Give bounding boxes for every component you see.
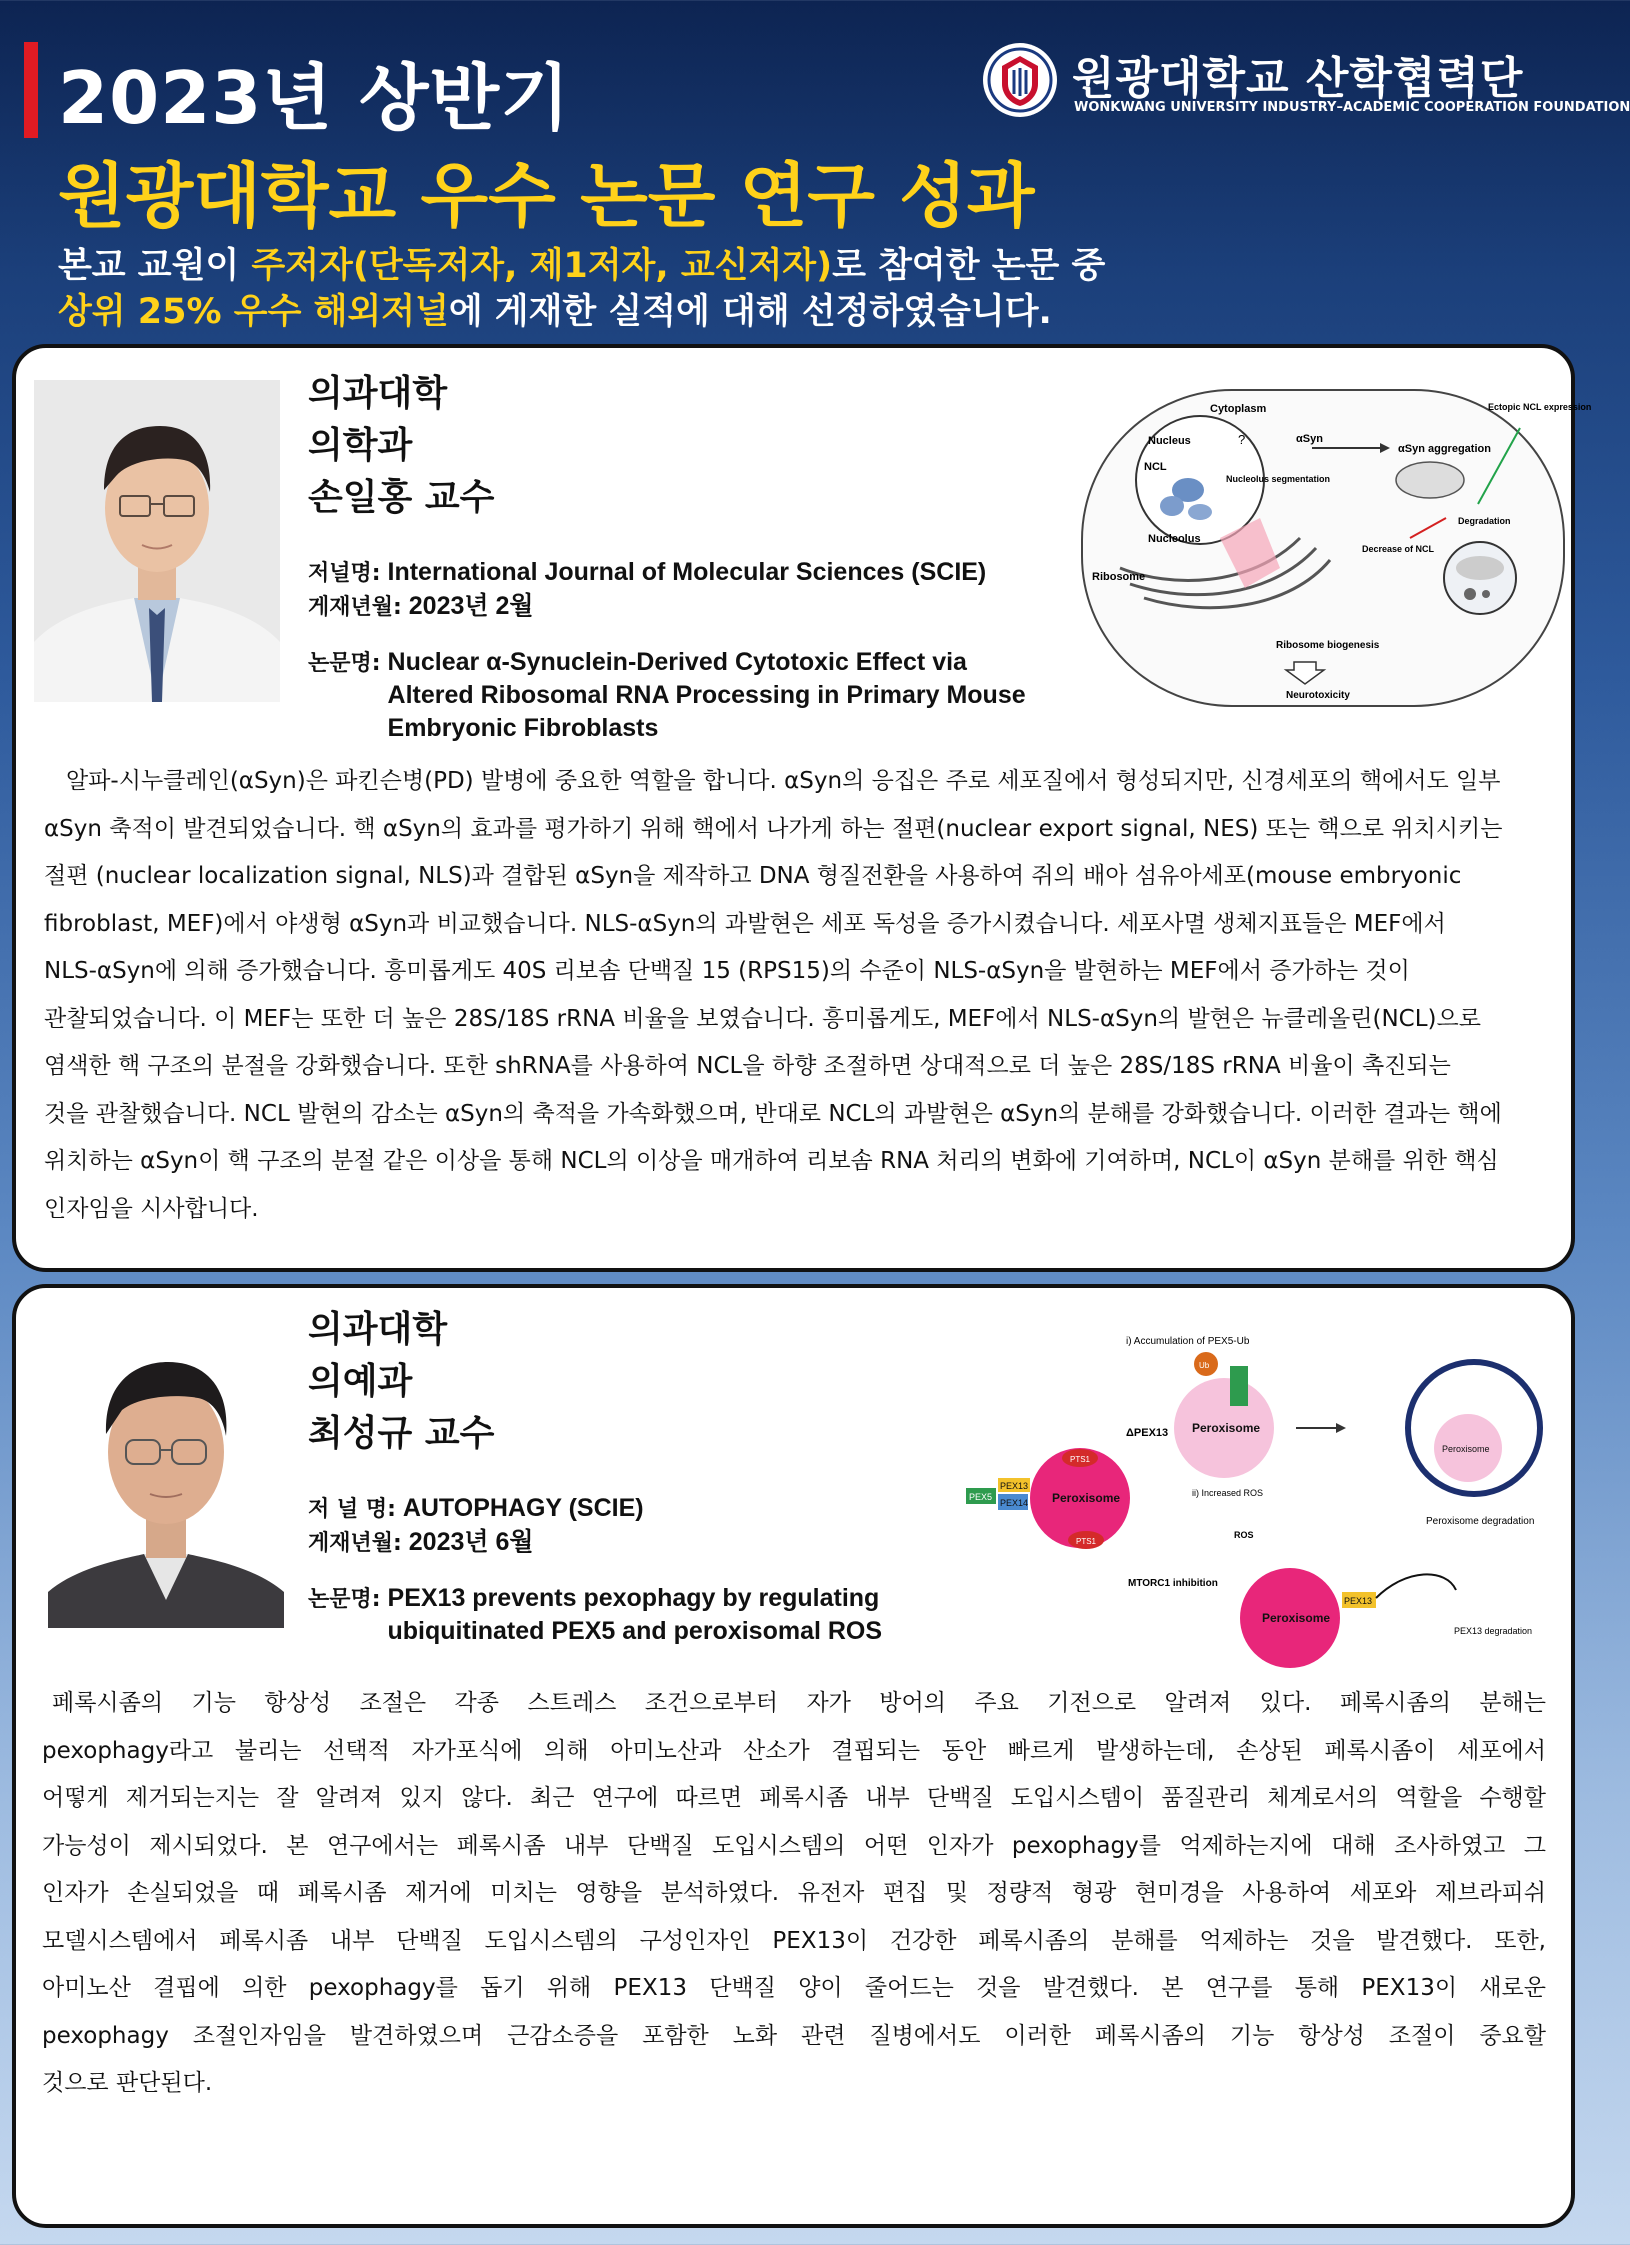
svg-text:Peroxisome degradation: Peroxisome degradation xyxy=(1426,1516,1535,1527)
college-name: 의과대학 xyxy=(308,373,448,414)
logo-korean-text: 원광대학교 산학협력단 xyxy=(1072,53,1524,104)
professor-name: 최성규 교수 xyxy=(308,1413,495,1454)
svg-text:Peroxisome: Peroxisome xyxy=(1192,1421,1261,1435)
svg-text:PTS1: PTS1 xyxy=(1076,1537,1097,1546)
svg-text:ΔPEX13: ΔPEX13 xyxy=(1126,1427,1169,1439)
department-name: 의학과 xyxy=(308,425,413,466)
page-title-year: 2023년 상반기 xyxy=(58,56,571,140)
svg-text:ROS: ROS xyxy=(1234,1530,1254,1540)
journal-row: 저 널 명: AUTOPHAGY (SCIE) xyxy=(308,1494,644,1522)
svg-text:Ectopic NCL expression: Ectopic NCL expression xyxy=(1488,402,1592,412)
paper-card-1 xyxy=(12,344,1592,1272)
journal-name: International Journal of Molecular Sciences (SCIE) xyxy=(387,558,987,586)
date-row: 게재년월: 2023년 6월 xyxy=(308,1528,534,1556)
title-accent-bar xyxy=(24,42,38,138)
paper-title-row: 논문명: Nuclear α-Synuclein-Derived Cytotoxic Effect via Altered Ribosomal RNA Processing in Primary Mouse Embryonic Fibroblasts xyxy=(308,646,1088,745)
professor-name: 손일홍 교수 xyxy=(308,477,495,518)
fig1-cytoplasm: Cytoplasm xyxy=(1210,403,1267,415)
svg-text:PTS1: PTS1 xyxy=(1070,1455,1091,1464)
svg-text:Nucleus: Nucleus xyxy=(1148,435,1191,447)
journal-row: 저널명: International Journal of Molecular Sciences (SCIE) xyxy=(308,558,987,586)
asyn-mechanism-figure xyxy=(1080,388,1592,708)
svg-text:PEX14: PEX14 xyxy=(1000,1498,1029,1508)
svg-text:PEX13 degradation: PEX13 degradation xyxy=(1454,1626,1533,1636)
svg-text:PEX5: PEX5 xyxy=(969,1492,993,1502)
svg-text:Nucleolus segmentation: Nucleolus segmentation xyxy=(1226,474,1331,484)
paper-title: Nuclear α-Synuclein-Derived Cytotoxic Effect via Altered Ribosomal RNA Processing in Primary Mouse Embryonic Fibroblasts xyxy=(387,648,1026,742)
svg-text:ii) Increased ROS: ii) Increased ROS xyxy=(1192,1488,1264,1498)
university-logo xyxy=(980,40,1630,120)
svg-text:PEX13: PEX13 xyxy=(1344,1596,1373,1606)
svg-text:Decrease of NCL: Decrease of NCL xyxy=(1362,544,1435,554)
svg-text:Ribosome: Ribosome xyxy=(1092,571,1146,583)
college-name: 의과대학 xyxy=(308,1309,448,1350)
svg-text:Peroxisome: Peroxisome xyxy=(1052,1491,1121,1505)
page-title: 원광대학교 우수 논문 연구 성과 xyxy=(58,155,1035,237)
subtitle-line-1: 본교 교원이 주저자(단독저자, 제1저자, 교신저자)로 참여한 논문 중 xyxy=(58,246,1106,286)
paper-abstract: 페록시좀의 기능 항상성 조절은 각종 스트레스 조건으로부터 자가 방어의 주요 기전으로 알려져 있다. 페록시좀의 분해는 pexophagy라고 불리는 선택적 자가포식에 의해 아미노산과 산소가 결핍되는 동안 빠르게 발생하는데, 손상된 페록시좀이 세포에서 어떻게 제거되는지는 잘 알려져 있지 않다. 최근 연구에 따르면 페록시좀 내부 단백질 도입시스템이 품질관리 체계로서의 역할을 수행할 가능성이 제시되었다. 본 연구에서는 페록시좀 내부 단백질 도입시스템의 어떤 인자가 pexophagy를 억제하는지에 대해 조사하였고 그 인자가 손실되었을 때 페록시좀 제거에 미치는 영향을 분석하였다. 유전자 편집 및 정량적 형광 현미경을 사용하여 세포와 제브라피쉬 모델시스템에서 페록시좀 내부 단백질 도입시스템의 구성인자인 PEX13이 건강한 페록시좀의 분해를 억제하는 것을 발견했다. 또한, 아미노산 결핍에 의한 pexophagy를 돕기 위해 PEX13 단백질 양이 줄어드는 것을 발견했다. 본 연구를 통해 PEX13이 새로운 pexophagy 조절인자임을 발견하였으며 근감소증을 포함한 노화 관련 질병에서도 이러한 페록시좀의 기능 항상성 조절이 중요할 것으로 판단된다. xyxy=(42,1690,1546,2096)
subtitle-line-2: 상위 25% 우수 해외저널에 게재한 실적에 대해 선정하였습니다. xyxy=(58,292,1052,332)
svg-text:Peroxisome: Peroxisome xyxy=(1442,1444,1490,1454)
publish-date: 2023년 2월 xyxy=(408,592,534,620)
paper-abstract: 알파-시누클레인(αSyn)은 파킨슨병(PD) 발병에 중요한 역할을 합니다. αSyn의 응집은 주로 세포질에서 형성되지만, 신경세포의 핵에서도 일부 αSyn 축적이 발견되었습니다. 핵 αSyn의 효과를 평가하기 위해 핵에서 나가게 하는 절편(nuclear export signal, NES) 또는 핵으로 위치시키는 절편 (nuclear localization signal, NLS)과 결합된 αSyn을 제작하고 DNA 형질전환을 사용하여 쥐의 배아 섬유아세포(mouse embryonic fibroblast, MEF)에서 야생형 αSyn과 비교했습니다. NLS-αSyn의 과발현은 세포 독성을 증가시켰습니다. 세포사멸 생체지표들은 MEF에서 NLS-αSyn에 의해 증가했습니다. 흥미롭게도 40S 리보솜 단백질 15 (RPS15)의 수준이 NLS-αSyn을 발현하는 MEF에서 증가하는 것이 관찰되었습니다. 이 MEF는 또한 더 높은 28S/18S rRNA 비율을 보였습니다. 흥미롭게도, MEF에서 NLS-αSyn의 발현은 뉴클레올린(NCL)으로 염색한 핵 구조의 분절을 강화했습니다. 또한 shRNA를 사용하여 NCL을 하향 조절하면 상대적으로 더 높은 28S/18S rRNA 비율이 촉진되는 것을 관찰했습니다. NCL 발현의 감소는 αSyn의 축적을 가속화했으며, 반대로 NCL의 과발현은 αSyn의 분해를 강화했습니다. 이러한 결과는 핵에 위치하는 αSyn이 핵 구조의 분절 같은 이상을 통해 NCL의 이상을 매개하여 리보솜 RNA 처리의 변화에 기여하며, NCL이 αSyn 분해를 위한 핵심 인자임을 시사합니다. xyxy=(44,768,1503,1222)
svg-text:αSyn aggregation: αSyn aggregation xyxy=(1398,443,1491,455)
svg-text:Ribosome biogenesis: Ribosome biogenesis xyxy=(1276,640,1380,651)
publish-date: 2023년 6월 xyxy=(408,1528,534,1556)
svg-text:Nucleolus: Nucleolus xyxy=(1148,533,1201,545)
paper-info xyxy=(308,1304,1008,1648)
svg-text:Neurotoxicity: Neurotoxicity xyxy=(1286,690,1350,701)
university-emblem-icon xyxy=(980,40,1060,120)
svg-text:NCL: NCL xyxy=(1144,461,1167,473)
paper-card-2 xyxy=(12,1284,1575,2228)
svg-text:MTORC1 inhibition: MTORC1 inhibition xyxy=(1128,1578,1218,1589)
paper-title: PEX13 prevents pexophagy by regulating ubiquitinated PEX5 and peroxisomal ROS xyxy=(387,1584,883,1645)
svg-text:Degradation: Degradation xyxy=(1458,516,1511,526)
svg-text:αSyn: αSyn xyxy=(1296,433,1323,445)
professor-photo xyxy=(48,1310,284,1628)
svg-text:PEX13: PEX13 xyxy=(1000,1481,1029,1491)
svg-text:i) Accumulation of PEX5-Ub: i) Accumulation of PEX5-Ub xyxy=(1126,1336,1250,1347)
svg-text:Ub: Ub xyxy=(1199,1361,1210,1370)
professor-photo xyxy=(34,380,280,702)
department-name: 의예과 xyxy=(308,1361,413,1402)
paper-title-row: 논문명: PEX13 prevents pexophagy by regulating ubiquitinated PEX5 and peroxisomal ROS xyxy=(308,1582,1008,1648)
svg-text:?: ? xyxy=(1238,432,1246,447)
journal-name: AUTOPHAGY (SCIE) xyxy=(402,1494,644,1522)
header xyxy=(0,0,1630,340)
svg-text:Peroxisome: Peroxisome xyxy=(1262,1611,1331,1625)
paper-info xyxy=(308,368,1088,745)
logo-english-text: WONKWANG UNIVERSITY INDUSTRY–ACADEMIC COOPERATION FOUNDATION xyxy=(1074,100,1630,115)
pex13-mechanism-figure xyxy=(956,1328,1556,1688)
date-row: 게재년월: 2023년 2월 xyxy=(308,592,534,620)
